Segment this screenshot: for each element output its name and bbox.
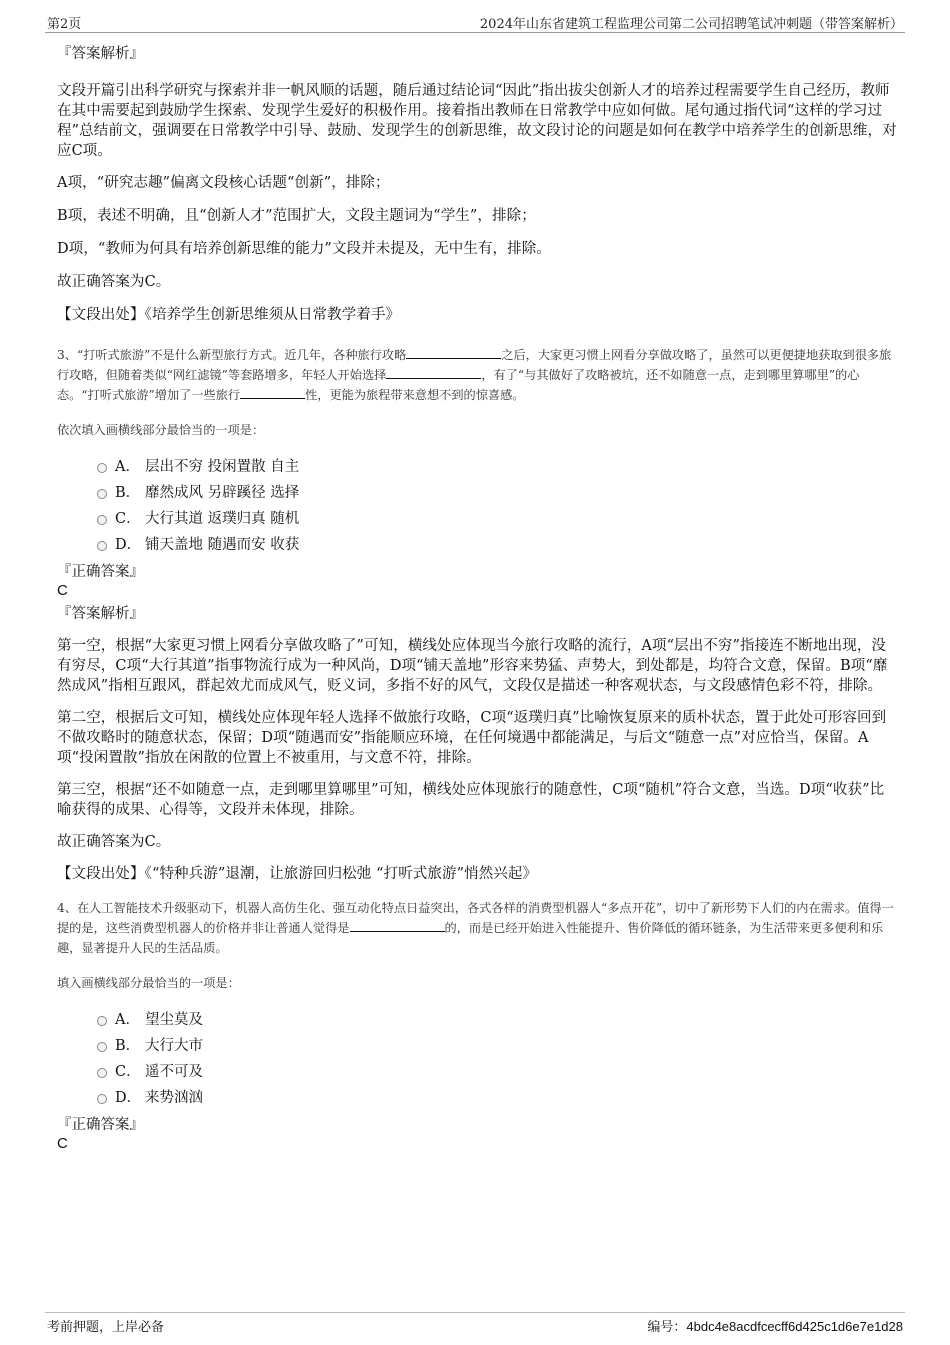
q4-options bbox=[97, 1007, 897, 1111]
q3-blank-2 bbox=[386, 366, 481, 379]
q4-answer: C bbox=[57, 1135, 68, 1152]
document-title: 2024年山东省建筑工程监理公司第二公司招聘笔试冲刺题（带答案解析） bbox=[479, 17, 903, 32]
document-code: 编号：4bdc4e8acdfcecff6d425c1d6e7e1d28 bbox=[647, 1319, 903, 1335]
radio-icon[interactable] bbox=[97, 489, 107, 499]
radio-icon[interactable] bbox=[97, 515, 107, 525]
radio-icon[interactable] bbox=[97, 463, 107, 473]
q3-answer: C bbox=[57, 582, 68, 599]
radio-icon[interactable] bbox=[97, 541, 107, 551]
radio-icon[interactable] bbox=[97, 1068, 107, 1078]
q4-answer-label: 『正确答案』 bbox=[57, 1117, 144, 1133]
q3-conclusion: 故正确答案为C。 bbox=[57, 834, 171, 850]
radio-icon[interactable] bbox=[97, 1094, 107, 1104]
page-number: 第2页 bbox=[47, 17, 82, 32]
document-body bbox=[57, 44, 897, 1153]
q3-option-d[interactable]: D． 铺天盖地 随遇而安 收获 bbox=[97, 532, 897, 558]
q2-analysis-option-b: B项，表述不明确，且“创新人才”范围扩大，文段主题词为“学生”，排除； bbox=[57, 208, 536, 224]
q3-blank-3 bbox=[240, 386, 305, 399]
q4-option-c[interactable]: C． 遥不可及 bbox=[97, 1059, 897, 1085]
q2-analysis-option-a: A项，“研究志趣”偏离文段核心话题“创新”，排除； bbox=[57, 175, 390, 191]
q3-instruction: 依次填入画横线部分最恰当的一项是： bbox=[57, 423, 265, 437]
q3-analysis-paragraph-1: 第一空，根据“大家更习惯上网看分享做攻略了”可知，横线处应体现当今旅行攻略的流行，A项“层出不穷”指接连不断地出现，没有穷尽，C项“大行其道”指事物流行成为一种风尚，D项“铺天盖地”形容来势猛、声势大，到处都是，均符合文意，保留。B项“靡然成风”指相互跟风，群起效尤而成风气，贬义词，多指不好的风气，文段仅是描述一种客观状态，与文段感情色彩不符，排除。 bbox=[57, 638, 888, 694]
q3-answer-label: 『正确答案』 bbox=[57, 564, 144, 580]
q3-analysis-paragraph-3: 第三空，根据“还不如随意一点，走到哪里算哪里”可知，横线处应体现旅行的随意性，C项“随机”符合文意，当选。D项“收获”比喻获得的成果、心得等，文段并未体现，排除。 bbox=[57, 782, 885, 818]
q3-analysis-label: 『答案解析』 bbox=[57, 606, 144, 622]
q3-option-b[interactable]: B． 靡然成风 另辟蹊径 选择 bbox=[97, 480, 897, 506]
q2-analysis-label: 『答案解析』 bbox=[57, 46, 144, 62]
footer-slogan: 考前押题，上岸必备 bbox=[47, 1320, 165, 1335]
q3-blank-1 bbox=[406, 346, 501, 359]
radio-icon[interactable] bbox=[97, 1042, 107, 1052]
q4-instruction: 填入画横线部分最恰当的一项是： bbox=[57, 976, 240, 990]
radio-icon[interactable] bbox=[97, 1016, 107, 1026]
q2-analysis-paragraph: 文段开篇引出科学研究与探索并非一帆风顺的话题，随后通过结论词“因此”指出拔尖创新人才的培养过程需要学生自己经历，教师在其中需要起到鼓励学生探索、发现学生爱好的积极作用。接着指出教师在日常教学中应如何做。尾句通过指代词“这样的学习过程”总结前文，强调要在日常教学中引导、鼓励、发现学生的创新思维，故文段讨论的问题是如何在教学中培养学生的创新思维，对应C项。 bbox=[57, 83, 897, 159]
q2-source: 【文段出处】《培养学生创新思维须从日常教学着手》 bbox=[57, 307, 401, 323]
q4-option-b[interactable]: B． 大行大市 bbox=[97, 1033, 897, 1059]
page-footer bbox=[45, 1312, 905, 1335]
q3-stem: 3、“打听式旅游”不是什么新型旅行方式。近几年，各种旅行攻略 之后，大家更习惯上网看分享做攻略了，虽然可以更便捷地获取到很多旅行攻略，但随着类似“网红滤镜”等套路增多，年轻人开始选择 ，有了“与其做好了攻略被坑，还不如随意一点，走到哪里算哪里”的心态。“打听式旅游”增加了一些旅行 性，更能为旅程带来意想不到的惊喜感。 bbox=[57, 348, 892, 402]
q3-option-a[interactable]: A． 层出不穷 投闲置散 自主 bbox=[97, 454, 897, 480]
q4-blank bbox=[350, 919, 445, 932]
q3-source: 【文段出处】《“特种兵游”退潮，让旅游回归松弛 “打听式旅游”悄然兴起》 bbox=[57, 866, 538, 882]
q3-options bbox=[97, 454, 897, 558]
q2-conclusion: 故正确答案为C。 bbox=[57, 274, 171, 290]
q2-analysis-option-d: D项，“教师为何具有培养创新思维的能力”文段并未提及，无中生有，排除。 bbox=[57, 241, 551, 257]
q4-option-d[interactable]: D． 来势汹汹 bbox=[97, 1085, 897, 1111]
page-header bbox=[45, 10, 905, 33]
q4-stem: 4、在人工智能技术升级驱动下，机器人高仿生化、强互动化特点日益突出，各式各样的消费型机器人“多点开花”，切中了新形势下人们的内在需求。值得一提的是，这些消费型机器人的价格并非让普通人觉得是 的，而是已经开始进入性能提升、售价降低的循环链条，为生活带来更多便利和乐趣，显著提升人民的生活品质。 bbox=[57, 901, 894, 955]
q4-option-a[interactable]: A． 望尘莫及 bbox=[97, 1007, 897, 1033]
q3-option-c[interactable]: C． 大行其道 返璞归真 随机 bbox=[97, 506, 897, 532]
q3-analysis-paragraph-2: 第二空，根据后文可知，横线处应体现年轻人选择不做旅行攻略，C项“返璞归真”比喻恢复原来的质朴状态，置于此处可形容回到不做攻略时的随意状态，保留；D项“随遇而安”指能顺应环境，在任何境遇中都能满足，与后文“随意一点”对应恰当，保留。A项“投闲置散”指放在闲散的位置上不被重用，与文意不符，排除。 bbox=[57, 710, 887, 766]
